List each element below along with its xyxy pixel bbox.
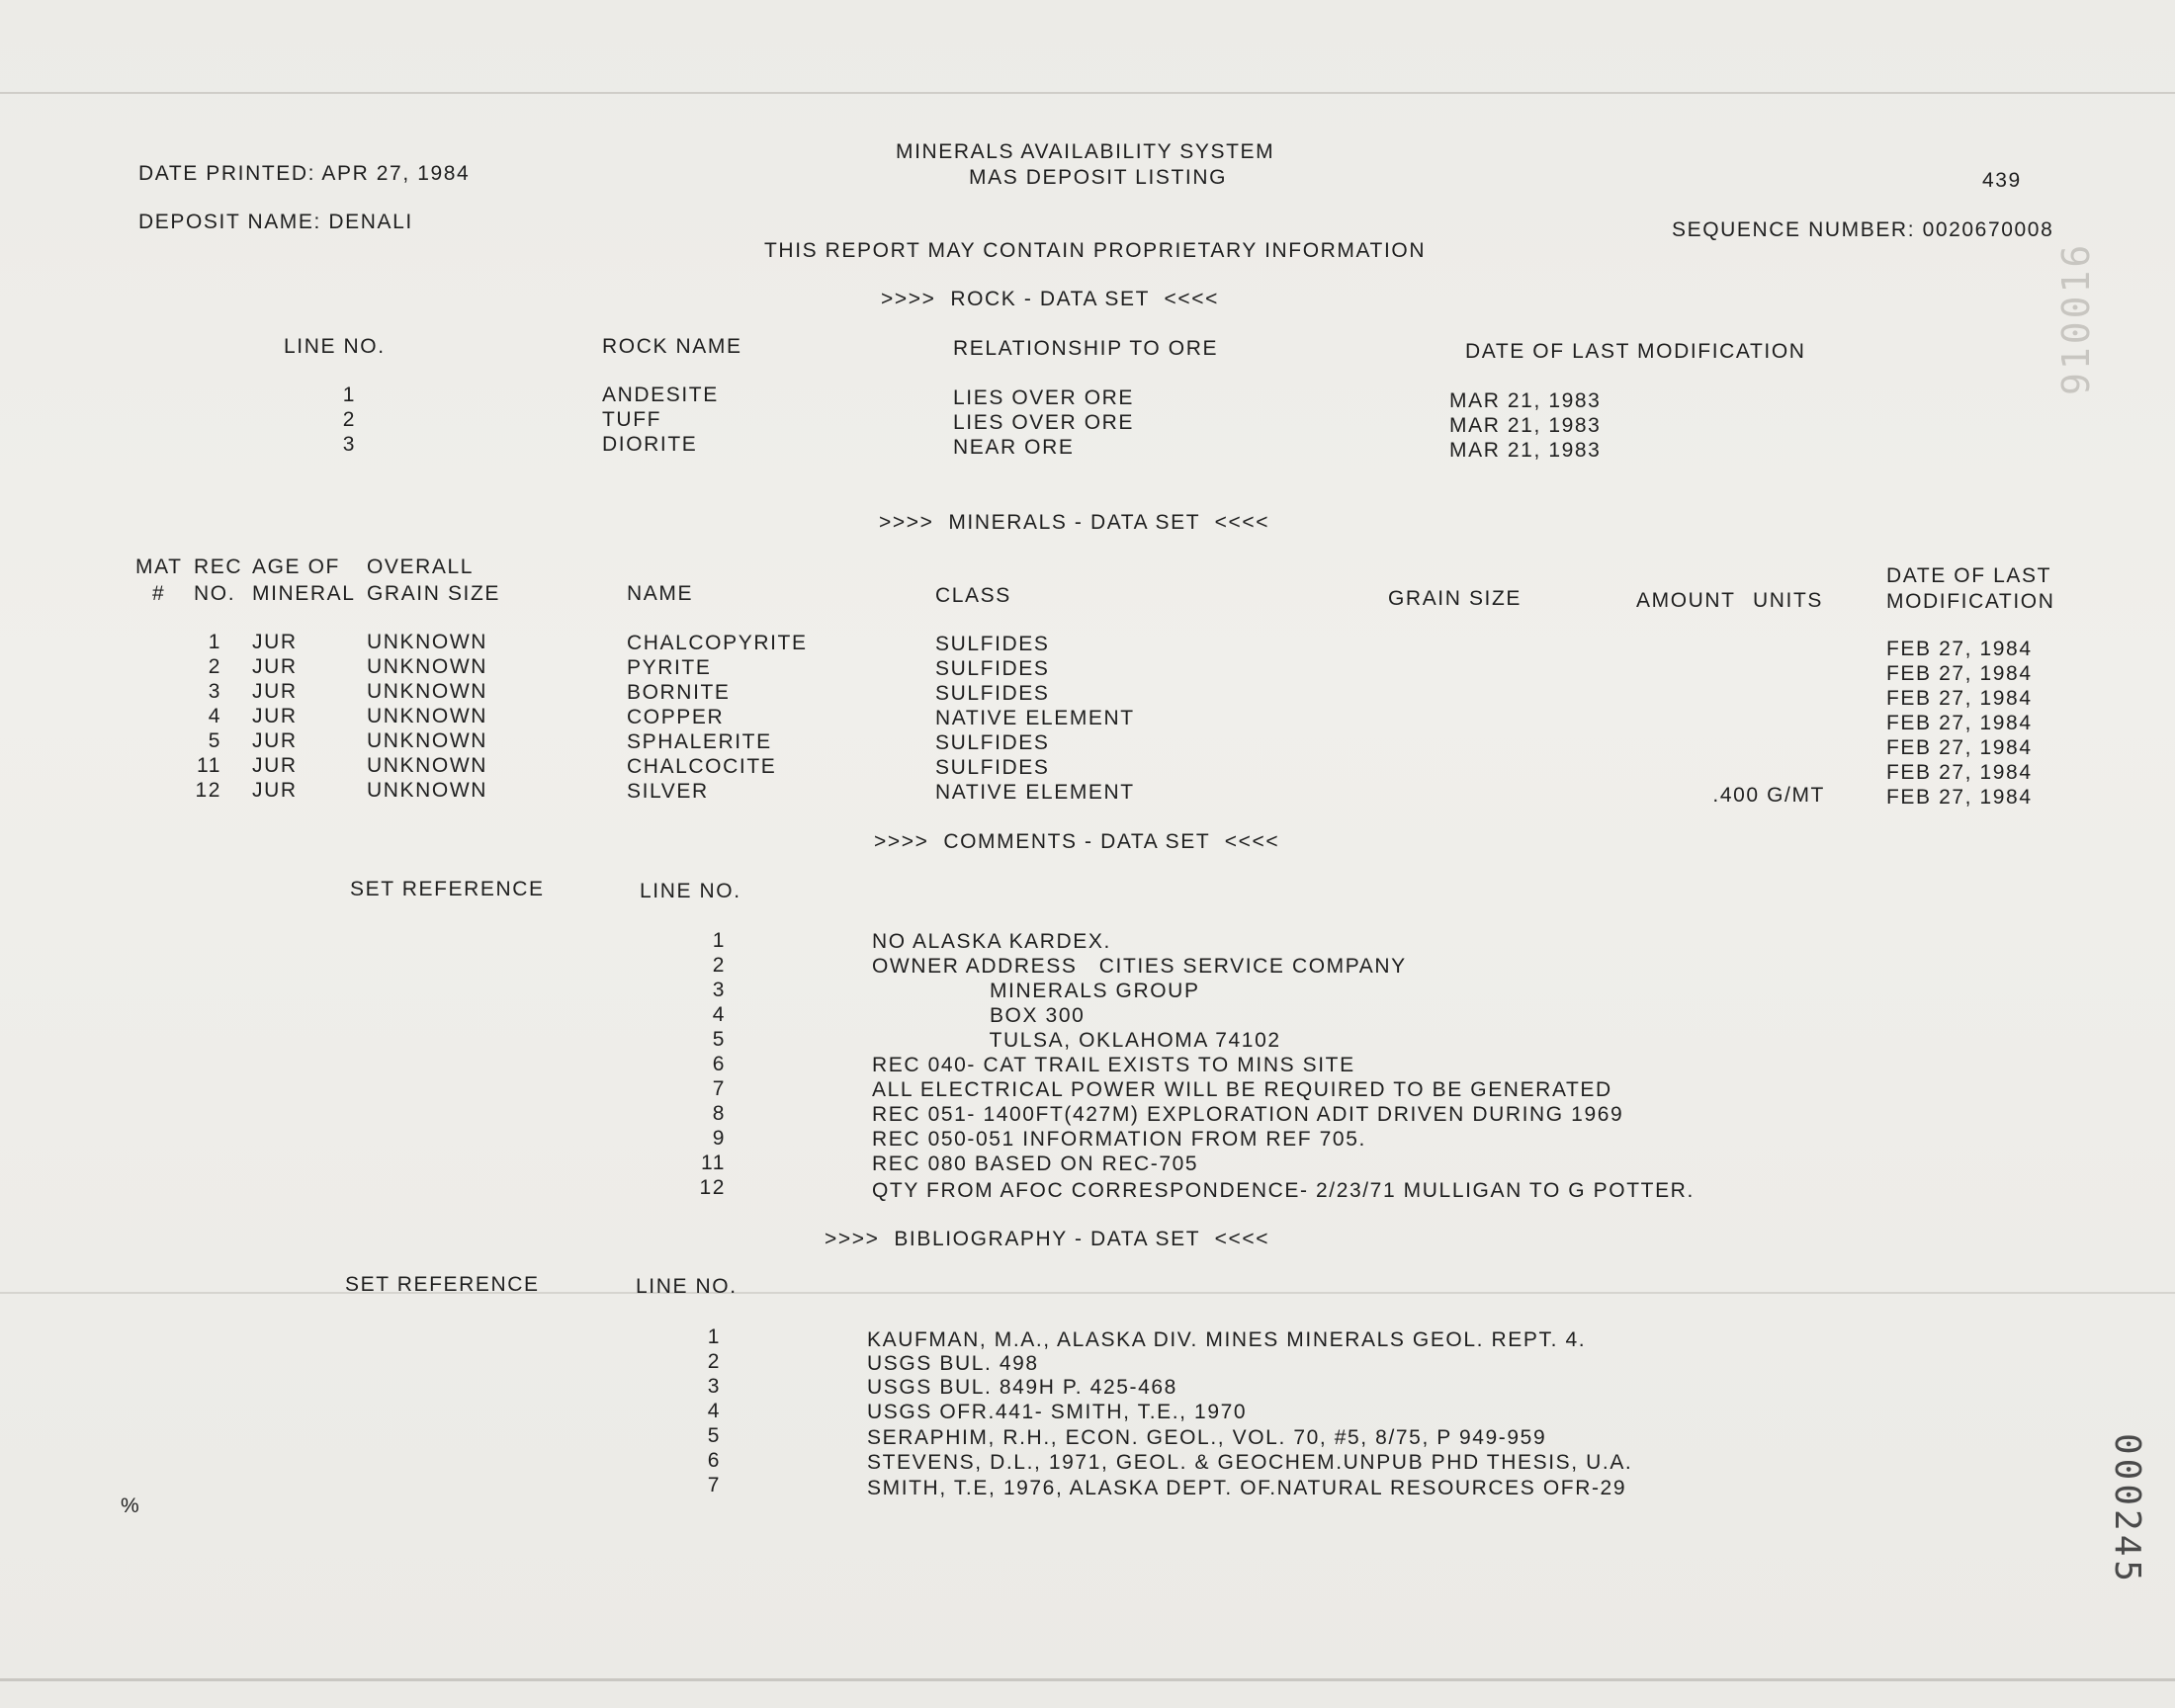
comment-line: 5: [712, 1028, 726, 1051]
mineral-amount: .400 G/MT: [1712, 784, 1825, 807]
rock-line: 3: [342, 433, 356, 456]
mineral-class: NATIVE ELEMENT: [935, 781, 1135, 804]
comment-text: MINERALS GROUP: [872, 980, 1200, 1002]
comment-text: NO ALASKA KARDEX.: [872, 930, 1111, 953]
comment-line: 6: [712, 1053, 726, 1075]
bibliography-line: 7: [707, 1474, 721, 1496]
bibliography-section-title: >>>> BIBLIOGRAPHY - DATA SET <<<<: [825, 1228, 1270, 1250]
comment-text: REC 080 BASED ON REC-705: [872, 1153, 1199, 1175]
mineral-age: JUR: [252, 705, 298, 727]
bibliography-text: USGS OFR.441- SMITH, T.E., 1970: [867, 1401, 1248, 1423]
comment-text: REC 050-051 INFORMATION FROM REF 705.: [872, 1128, 1366, 1151]
bibliography-text: SMITH, T.E, 1976, ALASKA DEPT. OF.NATURAL RESOURCES OFR-29: [867, 1477, 1627, 1499]
mineral-grain: UNKNOWN: [367, 655, 488, 678]
rock-name: DIORITE: [602, 433, 698, 456]
minerals-header-class: CLASS: [935, 584, 1011, 607]
comment-line: 11: [701, 1152, 726, 1174]
mineral-date: FEB 27, 1984: [1886, 662, 2033, 685]
minerals-header-date1: DATE OF LAST: [1886, 564, 2051, 587]
minerals-header-grain-size: GRAIN SIZE: [367, 582, 501, 605]
mineral-grain: UNKNOWN: [367, 729, 488, 752]
mineral-name: COPPER: [627, 706, 725, 728]
mineral-grain: UNKNOWN: [367, 631, 488, 653]
proprietary-notice: THIS REPORT MAY CONTAIN PROPRIETARY INFORMATION: [764, 239, 1427, 262]
sequence-number: SEQUENCE NUMBER: 0020670008: [1672, 218, 2054, 241]
bibliography-text: STEVENS, D.L., 1971, GEOL. & GEOCHEM.UNPUB PHD THESIS, U.A.: [867, 1451, 1633, 1474]
mineral-name: CHALCOPYRITE: [627, 632, 808, 654]
mineral-age: JUR: [252, 631, 298, 653]
comment-text: BOX 300: [872, 1004, 1086, 1027]
mineral-rec: 5: [208, 729, 221, 752]
comment-line: 8: [712, 1102, 726, 1125]
mineral-name: SPHALERITE: [627, 730, 772, 753]
rock-section-title: >>>> ROCK - DATA SET <<<<: [881, 288, 1220, 310]
minerals-header-amount: AMOUNT: [1636, 589, 1736, 612]
bibliography-line: 3: [707, 1375, 721, 1398]
document-stamp: 000245: [2107, 1433, 2147, 1586]
comment-line: 4: [712, 1003, 726, 1026]
mineral-name: CHALCOCITE: [627, 755, 777, 778]
comment-line: 3: [712, 979, 726, 1001]
rock-line: 1: [342, 384, 356, 406]
comment-line: 12: [699, 1176, 726, 1199]
comment-line: 1: [712, 929, 726, 952]
mineral-age: JUR: [252, 655, 298, 678]
comment-text: TULSA, OKLAHOMA 74102: [872, 1029, 1281, 1052]
minerals-header-mat: MAT: [135, 555, 183, 578]
mineral-grain: UNKNOWN: [367, 705, 488, 727]
percent-mark: %: [121, 1494, 141, 1517]
rock-name: ANDESITE: [602, 384, 719, 406]
minerals-header-overall: OVERALL: [367, 555, 475, 578]
mineral-date: FEB 27, 1984: [1886, 638, 2033, 660]
comment-line: 9: [712, 1127, 726, 1150]
bibliography-line: 4: [707, 1400, 721, 1422]
rock-header-date: DATE OF LAST MODIFICATION: [1465, 340, 1806, 363]
mineral-grain: UNKNOWN: [367, 754, 488, 777]
mineral-date: FEB 27, 1984: [1886, 786, 2033, 809]
system-title: MINERALS AVAILABILITY SYSTEM: [896, 140, 1275, 163]
bibliography-line: 5: [707, 1424, 721, 1447]
comment-text: OWNER ADDRESS CITIES SERVICE COMPANY: [872, 955, 1407, 978]
listing-title: MAS DEPOSIT LISTING: [969, 166, 1228, 189]
mineral-date: FEB 27, 1984: [1886, 712, 2033, 734]
comment-text: REC 051- 1400FT(427M) EXPLORATION ADIT DRIVEN DURING 1969: [872, 1103, 1624, 1126]
minerals-header-date2: MODIFICATION: [1886, 590, 2055, 613]
mineral-age: JUR: [252, 680, 298, 703]
comment-text: QTY FROM AFOC CORRESPONDENCE- 2/23/71 MULLIGAN TO G POTTER.: [872, 1179, 1695, 1202]
bibliography-line: 2: [707, 1350, 721, 1373]
minerals-header-mineral: MINERAL: [252, 582, 356, 605]
deposit-name: DEPOSIT NAME: DENALI: [138, 211, 413, 233]
mineral-name: BORNITE: [627, 681, 731, 704]
comments-header-line: LINE NO.: [640, 880, 741, 902]
mineral-rec: 2: [208, 655, 221, 678]
comment-line: 7: [712, 1077, 726, 1100]
minerals-header-rec: REC: [194, 555, 243, 578]
rock-date: MAR 21, 1983: [1449, 439, 1602, 462]
bibliography-text: USGS BUL. 849H P. 425-468: [867, 1376, 1177, 1399]
mineral-class: SULFIDES: [935, 657, 1050, 680]
fold-line: [0, 1292, 2175, 1294]
bibliography-text: USGS BUL. 498: [867, 1352, 1039, 1375]
mineral-class: SULFIDES: [935, 633, 1050, 655]
mineral-rec: 12: [195, 779, 221, 802]
bibliography-line: 6: [707, 1449, 721, 1472]
rock-relationship: NEAR ORE: [953, 436, 1075, 459]
mineral-rec: 3: [208, 680, 221, 703]
bibliography-line: 1: [707, 1325, 721, 1348]
mineral-rec: 1: [208, 631, 221, 653]
mineral-grain: UNKNOWN: [367, 680, 488, 703]
comments-section-title: >>>> COMMENTS - DATA SET <<<<: [874, 830, 1280, 853]
minerals-header-age: AGE OF: [252, 555, 340, 578]
mineral-age: JUR: [252, 729, 298, 752]
minerals-header-name: NAME: [627, 582, 694, 605]
rock-relationship: LIES OVER ORE: [953, 386, 1135, 409]
mineral-rec: 11: [197, 754, 221, 777]
comments-header-set-ref: SET REFERENCE: [350, 878, 545, 900]
minerals-section-title: >>>> MINERALS - DATA SET <<<<: [879, 511, 1270, 534]
minerals-header-grain: GRAIN SIZE: [1388, 587, 1522, 610]
rock-header-name: ROCK NAME: [602, 335, 742, 358]
bibliography-text: SERAPHIM, R.H., ECON. GEOL., VOL. 70, #5, 8/75, P 949-959: [867, 1426, 1547, 1449]
faint-stamp: 910016: [2054, 241, 2098, 395]
page-number: 439: [1982, 169, 2022, 192]
minerals-header-no: NO.: [194, 582, 236, 605]
bibliography-text: KAUFMAN, M.A., ALASKA DIV. MINES MINERALS GEOL. REPT. 4.: [867, 1328, 1587, 1351]
rock-header-line: LINE NO.: [284, 335, 386, 358]
mineral-rec: 4: [208, 705, 221, 727]
mineral-age: JUR: [252, 779, 298, 802]
mineral-class: NATIVE ELEMENT: [935, 707, 1135, 729]
mineral-class: SULFIDES: [935, 682, 1050, 705]
fold-line: [0, 1678, 2175, 1681]
minerals-header-hash: #: [152, 582, 166, 605]
fold-line: [0, 92, 2175, 94]
bibliography-header-set-ref: SET REFERENCE: [345, 1273, 540, 1296]
mineral-date: FEB 27, 1984: [1886, 761, 2033, 784]
comment-text: ALL ELECTRICAL POWER WILL BE REQUIRED TO BE GENERATED: [872, 1078, 1612, 1101]
rock-header-relationship: RELATIONSHIP TO ORE: [953, 337, 1219, 360]
mineral-date: FEB 27, 1984: [1886, 736, 2033, 759]
comment-text: REC 040- CAT TRAIL EXISTS TO MINS SITE: [872, 1054, 1355, 1076]
mineral-age: JUR: [252, 754, 298, 777]
date-printed: DATE PRINTED: APR 27, 1984: [138, 162, 471, 185]
rock-date: MAR 21, 1983: [1449, 414, 1602, 437]
rock-line: 2: [342, 408, 356, 431]
mineral-grain: UNKNOWN: [367, 779, 488, 802]
rock-relationship: LIES OVER ORE: [953, 411, 1135, 434]
mineral-class: SULFIDES: [935, 756, 1050, 779]
mineral-name: SILVER: [627, 780, 709, 803]
bibliography-header-line: LINE NO.: [636, 1275, 738, 1298]
minerals-header-units: UNITS: [1753, 589, 1823, 612]
mineral-class: SULFIDES: [935, 731, 1050, 754]
rock-name: TUFF: [602, 408, 662, 431]
rock-date: MAR 21, 1983: [1449, 389, 1602, 412]
mineral-date: FEB 27, 1984: [1886, 687, 2033, 710]
mineral-name: PYRITE: [627, 656, 712, 679]
comment-line: 2: [712, 954, 726, 977]
